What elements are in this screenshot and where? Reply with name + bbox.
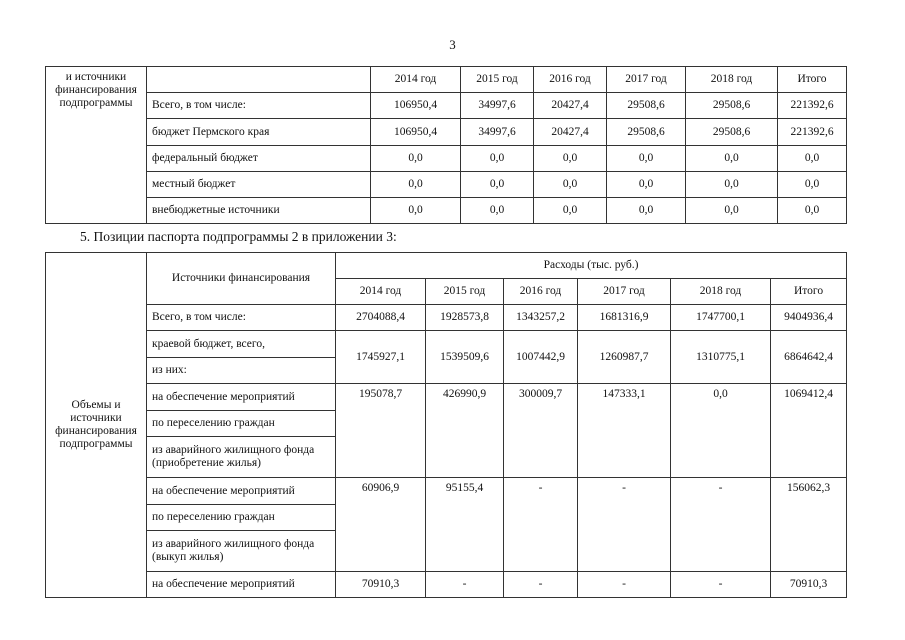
row-label: Всего, в том числе: bbox=[147, 93, 371, 119]
table2-side-label: Объемы и источники финансирования подпрограммы bbox=[46, 253, 147, 598]
row-label: по переселению граждан bbox=[147, 505, 336, 531]
table-cell: 1681316,9 bbox=[578, 305, 671, 331]
table-cell: 95155,4 bbox=[426, 478, 504, 572]
table-cell: 29508,6 bbox=[686, 119, 778, 146]
table-cell: 0,0 bbox=[534, 172, 607, 198]
table-cell: - bbox=[671, 478, 771, 572]
table1-header-cell: 2017 год bbox=[607, 67, 686, 93]
table-cell: 0,0 bbox=[686, 198, 778, 224]
table-cell: 2704088,4 bbox=[336, 305, 426, 331]
table-cell: 70910,3 bbox=[771, 572, 847, 598]
table-cell: 1069412,4 bbox=[771, 384, 847, 478]
table-cell: 29508,6 bbox=[607, 119, 686, 146]
table-cell: 0,0 bbox=[778, 146, 847, 172]
table-cell: 20427,4 bbox=[534, 93, 607, 119]
table-cell: 0,0 bbox=[461, 172, 534, 198]
table-cell: 9404936,4 bbox=[771, 305, 847, 331]
row-label: из аварийного жилищного фонда (выкуп жилья) bbox=[147, 531, 336, 572]
table-cell: 0,0 bbox=[607, 146, 686, 172]
table-cell: 0,0 bbox=[686, 146, 778, 172]
table1-header-blank bbox=[147, 67, 371, 93]
table-cell: 221392,6 bbox=[778, 119, 847, 146]
expenses-header: Расходы (тыс. руб.) bbox=[336, 253, 847, 279]
year-header: 2015 год bbox=[426, 279, 504, 305]
table-row bbox=[46, 331, 847, 358]
row-label: на обеспечение мероприятий bbox=[147, 384, 336, 411]
table-cell: - bbox=[426, 572, 504, 598]
row-label: бюджет Пермского края bbox=[147, 119, 371, 146]
table-cell: 0,0 bbox=[371, 146, 461, 172]
table-cell: 300009,7 bbox=[504, 384, 578, 478]
table-row bbox=[46, 305, 847, 331]
table-cell: 1343257,2 bbox=[504, 305, 578, 331]
table-cell: 0,0 bbox=[534, 146, 607, 172]
table-cell: 1928573,8 bbox=[426, 305, 504, 331]
table-cell: 34997,6 bbox=[461, 93, 534, 119]
table-cell: 0,0 bbox=[607, 198, 686, 224]
row-label: федеральный бюджет bbox=[147, 146, 371, 172]
table-cell: - bbox=[504, 478, 578, 572]
row-label: по переселению граждан bbox=[147, 411, 336, 437]
table1-header-cell: Итого bbox=[778, 67, 847, 93]
table-cell: 147333,1 bbox=[578, 384, 671, 478]
table-cell: 106950,4 bbox=[371, 119, 461, 146]
table-cell: 1747700,1 bbox=[671, 305, 771, 331]
table-cell: 34997,6 bbox=[461, 119, 534, 146]
table1-header-cell: 2016 год bbox=[534, 67, 607, 93]
year-header: 2016 год bbox=[504, 279, 578, 305]
table-cell: 0,0 bbox=[778, 172, 847, 198]
table-cell: 1539509,6 bbox=[426, 331, 504, 384]
table-cell: 70910,3 bbox=[336, 572, 426, 598]
table-cell: 20427,4 bbox=[534, 119, 607, 146]
row-label: на обеспечение мероприятий bbox=[147, 478, 336, 505]
table-cell: 0,0 bbox=[686, 172, 778, 198]
table-row bbox=[46, 93, 847, 119]
table-row bbox=[46, 572, 847, 598]
table-cell: - bbox=[671, 572, 771, 598]
table-cell: 426990,9 bbox=[426, 384, 504, 478]
table-cell: 0,0 bbox=[671, 384, 771, 478]
row-label: местный бюджет bbox=[147, 172, 371, 198]
table-row bbox=[46, 146, 847, 172]
table-cell: 1310775,1 bbox=[671, 331, 771, 384]
table-cell: 0,0 bbox=[371, 172, 461, 198]
table1-side-label: и источники финансирования подпрограммы bbox=[46, 67, 147, 224]
table-cell: 0,0 bbox=[534, 198, 607, 224]
row-label: на обеспечение мероприятий bbox=[147, 572, 336, 598]
table-cell: 0,0 bbox=[371, 198, 461, 224]
table-cell: 106950,4 bbox=[371, 93, 461, 119]
table-cell: 60906,9 bbox=[336, 478, 426, 572]
year-header: 2017 год bbox=[578, 279, 671, 305]
table-row bbox=[46, 384, 847, 411]
table-cell: 221392,6 bbox=[778, 93, 847, 119]
table-cell: 0,0 bbox=[778, 198, 847, 224]
sources-header: Источники финансирования bbox=[147, 253, 336, 305]
table-row bbox=[46, 172, 847, 198]
table-cell: 6864642,4 bbox=[771, 331, 847, 384]
row-label: внебюджетные источники bbox=[147, 198, 371, 224]
row-label: Всего, в том числе: bbox=[147, 305, 336, 331]
table-cell: 0,0 bbox=[461, 198, 534, 224]
table-cell: 195078,7 bbox=[336, 384, 426, 478]
year-header: 2014 год bbox=[336, 279, 426, 305]
table-cell: 1007442,9 bbox=[504, 331, 578, 384]
table-cell: 0,0 bbox=[461, 146, 534, 172]
table-row bbox=[46, 198, 847, 224]
financing-table-1 bbox=[45, 66, 847, 224]
row-label: из них: bbox=[147, 358, 336, 384]
financing-table-2 bbox=[45, 252, 847, 598]
row-label: краевой бюджет, всего, bbox=[147, 331, 336, 358]
table-cell: - bbox=[578, 572, 671, 598]
table-cell: 29508,6 bbox=[607, 93, 686, 119]
year-header: 2018 год bbox=[671, 279, 771, 305]
table-cell: 0,0 bbox=[607, 172, 686, 198]
table-cell: - bbox=[504, 572, 578, 598]
table-cell: - bbox=[578, 478, 671, 572]
year-header: Итого bbox=[771, 279, 847, 305]
table-row bbox=[46, 478, 847, 505]
table-cell: 1745927,1 bbox=[336, 331, 426, 384]
table-cell: 1260987,7 bbox=[578, 331, 671, 384]
table-cell: 156062,3 bbox=[771, 478, 847, 572]
table-cell: 29508,6 bbox=[686, 93, 778, 119]
table1-header-cell: 2015 год bbox=[461, 67, 534, 93]
row-label: из аварийного жилищного фонда (приобретение жилья) bbox=[147, 437, 336, 478]
table1-header-cell: 2014 год bbox=[371, 67, 461, 93]
table-row bbox=[46, 119, 847, 146]
page-number: 3 bbox=[449, 37, 456, 52]
section-heading: 5. Позиции паспорта подпрограммы 2 в приложении 3: bbox=[80, 229, 397, 244]
table1-header-cell: 2018 год bbox=[686, 67, 778, 93]
